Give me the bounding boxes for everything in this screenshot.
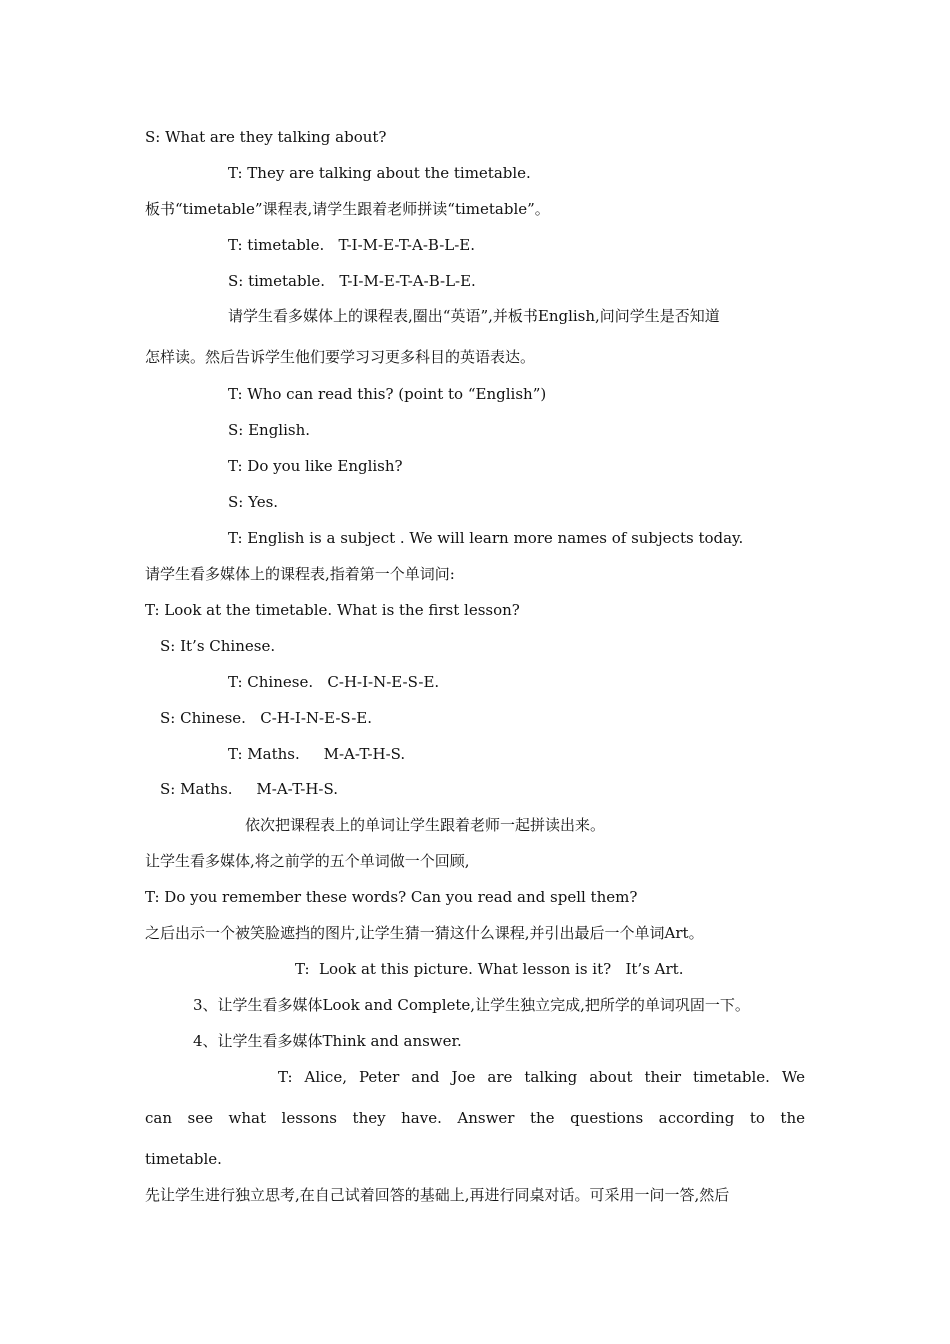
dialogue-line-9: T: English is a subject . We will learn more names of subjects today. [228,529,744,547]
dialogue-line-15: S: Maths. M-A-T-H-S. [160,780,338,798]
dialogue-line-1: S: What are they talking about? [145,128,387,146]
instruction-line-5: 依次把课程表上的单词让学生跟着老师一起拼读出来。 [245,816,606,834]
instruction-line-1: 板书“timetable”课程表,请学生跟着老师拼读“timetable”。 [145,200,550,218]
dialogue-line-3: T: timetable. T-I-M-E-T-A-B-L-E. [228,236,476,254]
dialogue-line-20: timetable. [145,1150,222,1168]
dialogue-line-11: S: It’s Chinese. [160,637,276,655]
instruction-line-2: 请学生看多媒体上的课程表,圈出“英语”,并板书English,问问学生是否知道 [228,307,720,325]
dialogue-line-17: T: Look at this picture. What lesson is it? It’s Art. [295,960,684,978]
dialogue-line-5: T: Who can read this? (point to “English”) [228,385,547,403]
dialogue-line-8: S: Yes. [228,493,279,511]
dialogue-line-6: S: English. [228,421,311,439]
dialogue-line-7: T: Do you like English? [228,457,403,475]
dialogue-line-10: T: Look at the timetable. What is the first lesson? [145,601,520,619]
dialogue-line-4: S: timetable. T-I-M-E-T-A-B-L-E. [228,272,476,290]
dialogue-line-12: T: Chinese. C-H-I-N-E-S-E. [228,673,440,691]
dialogue-line-19: can see what lessons they have. Answer the questions according to the [145,1109,805,1127]
instruction-line-4: 请学生看多媒体上的课程表,指着第一个单词问: [145,565,455,583]
instruction-line-7: 之后出示一个被笑脸遮挡的图片,让学生猜一猜这什么课程,并引出最后一个单词Art。 [145,924,704,942]
dialogue-line-16: T: Do you remember these words? Can you read and spell them? [145,888,638,906]
dialogue-line-13: S: Chinese. C-H-I-N-E-S-E. [160,709,373,727]
dialogue-line-18: T: Alice, Peter and Joe are talking about their timetable. We [278,1068,805,1086]
instruction-line-8: 先让学生进行独立思考,在自己试着回答的基础上,再进行同桌对话。可采用一问一答,然后 [145,1186,730,1204]
dialogue-line-14: T: Maths. M-A-T-H-S. [228,745,406,763]
instruction-line-6: 让学生看多媒体,将之前学的五个单词做一个回顾, [145,852,470,870]
step-3-line: 3、让学生看多媒体Look and Complete,让学生独立完成,把所学的单词巩固一下。 [193,996,750,1014]
dialogue-line-2: T: They are talking about the timetable. [228,164,531,182]
instruction-line-3: 怎样读。然后告诉学生他们要学习习更多科目的英语表达。 [145,348,536,366]
step-4-line: 4、让学生看多媒体Think and answer. [193,1032,462,1050]
